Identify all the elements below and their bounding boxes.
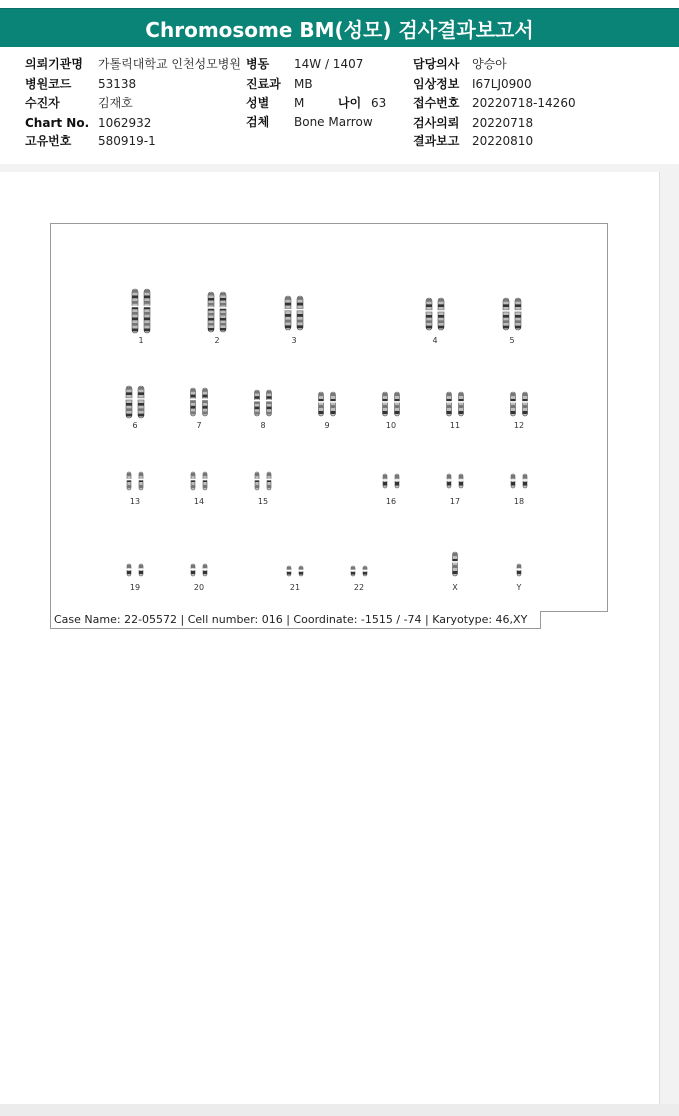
- chromosome-pair-7: [179, 384, 219, 431]
- chromosome-label: 16: [385, 497, 397, 506]
- chromosome-label: 22: [353, 583, 365, 592]
- chromosome-pair-21: [275, 562, 315, 593]
- value-department: MB: [294, 77, 313, 91]
- chromosome-label: 12: [513, 421, 525, 430]
- chromosome-label: 14: [193, 497, 205, 506]
- label-hospital-code: 병원코드: [25, 77, 72, 91]
- chromosome-label: 11: [449, 421, 461, 430]
- value-age: 63: [371, 96, 387, 110]
- chromosome-pair-y: [499, 560, 539, 593]
- label-ward: 병동: [246, 57, 270, 71]
- value-unique-no: 580919-1: [98, 134, 156, 148]
- label-age: 나이: [338, 96, 362, 110]
- chromosome-pair-17: [435, 470, 475, 507]
- chromosome-label: 2: [214, 336, 220, 345]
- chromosome-pair-10: [371, 388, 411, 431]
- label-receipt-no: 접수번호: [413, 96, 460, 110]
- chromosome-label: 9: [324, 421, 330, 430]
- chromosome-label: 1: [138, 336, 144, 345]
- chromosome-pair-20: [179, 560, 219, 593]
- label-result-report: 결과보고: [413, 134, 460, 148]
- chromosome-pair-11: [435, 388, 475, 431]
- value-requesting-institution: 가톨릭대학교 인천성모병원: [98, 57, 241, 71]
- value-hospital-code: 53138: [98, 77, 137, 91]
- patient-info-panel: [0, 47, 679, 165]
- chromosome-label: 17: [449, 497, 461, 506]
- label-test-request: 검사의뢰: [413, 116, 460, 130]
- value-result-report: 20220810: [472, 134, 534, 148]
- chromosome-pair-22: [339, 562, 379, 593]
- bottom-strip: [0, 1104, 679, 1116]
- chromosome-pair-2: [197, 288, 237, 346]
- chromosome-label: 21: [289, 583, 301, 592]
- chromosome-label: 5: [509, 336, 515, 345]
- value-specimen: Bone Marrow: [294, 115, 373, 129]
- chromosome-label: Y: [516, 583, 522, 592]
- chromosome-pair-19: [115, 560, 155, 593]
- value-physician: 양승아: [472, 57, 507, 71]
- chromosome-pair-6: [115, 382, 155, 431]
- chromosome-pair-15: [243, 468, 283, 507]
- value-test-request: 20220718: [472, 116, 534, 130]
- label-chart-no: Chart No.: [25, 116, 90, 130]
- section-separator: [0, 164, 679, 172]
- chromosome-pair-1: [121, 285, 161, 346]
- chromosome-pair-9: [307, 388, 347, 431]
- chromosome-label: 13: [129, 497, 141, 506]
- value-receipt-no: 20220718-14260: [472, 96, 576, 110]
- chromosome-pair-8: [243, 386, 283, 431]
- chromosome-label: 10: [385, 421, 397, 430]
- chromosome-label: 8: [260, 421, 266, 430]
- report-title: Chromosome BM(성모) 검사결과보고서: [0, 8, 679, 48]
- label-unique-no: 고유번호: [25, 134, 72, 148]
- chromosome-label: 6: [132, 421, 138, 430]
- chromosome-label: X: [452, 583, 458, 592]
- label-specimen: 검체: [246, 115, 270, 129]
- value-patient: 김재호: [98, 96, 133, 110]
- value-chart-no: 1062932: [98, 116, 152, 130]
- chromosome-pair-16: [371, 470, 411, 507]
- label-clinical-info: 임상정보: [413, 77, 460, 91]
- chromosome-pair-18: [499, 470, 539, 507]
- chromosome-pair-3: [274, 292, 314, 346]
- value-sex: M: [294, 96, 305, 110]
- chromosome-label: 7: [196, 421, 202, 430]
- chromosome-label: 20: [193, 583, 205, 592]
- chromosome-label: 15: [257, 497, 269, 506]
- report-content: [0, 172, 660, 1104]
- chromosome-pair-13: [115, 468, 155, 507]
- value-ward: 14W / 1407: [294, 57, 364, 71]
- chromosome-label: 3: [291, 336, 297, 345]
- label-sex: 성별: [246, 96, 270, 110]
- label-patient: 수진자: [25, 96, 60, 110]
- chromosome-label: 18: [513, 497, 525, 506]
- top-strip: [0, 0, 679, 8]
- chromosome-pair-4: [415, 294, 455, 346]
- chromosome-pair-5: [492, 294, 532, 346]
- label-department: 진료과: [246, 77, 281, 91]
- chromosome-label: 19: [129, 583, 141, 592]
- label-physician: 담당의사: [413, 57, 460, 71]
- chromosome-pair-x: [435, 548, 475, 593]
- chromosome-pair-14: [179, 468, 219, 507]
- chromosome-label: 4: [432, 336, 438, 345]
- karyotype-caption: Case Name: 22-05572 | Cell number: 016 | Coordinate: -1515 / -74 | Karyotype: 46,XY: [50, 611, 541, 629]
- chromosome-pair-12: [499, 388, 539, 431]
- karyogram-image: [50, 223, 608, 612]
- label-requesting-institution: 의뢰기관명: [25, 57, 83, 71]
- value-clinical-info: I67LJ0900: [472, 77, 532, 91]
